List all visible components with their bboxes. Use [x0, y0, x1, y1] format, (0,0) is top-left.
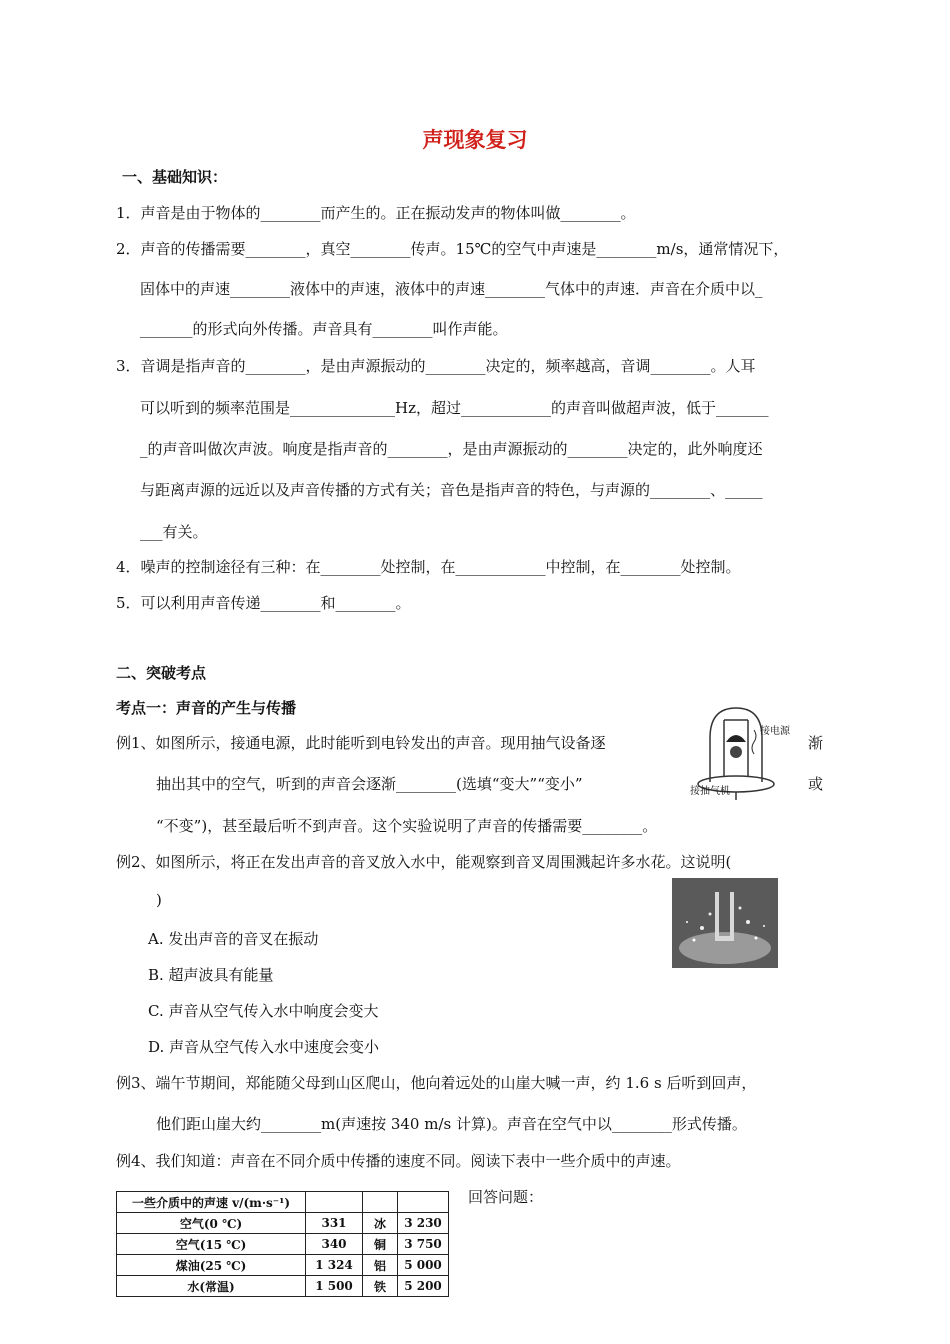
table-cell: 5 200 [398, 1276, 449, 1297]
table-cell: 空气(0 ℃) [117, 1213, 306, 1234]
ex1-line2: 抽出其中的空气，听到的声音会逐渐________(选填“变大”“变小” [156, 775, 583, 793]
section2-heading: 二、突破考点 [116, 664, 207, 682]
table-cell: 3 230 [398, 1213, 449, 1234]
table-row [117, 1276, 449, 1297]
table-row [117, 1255, 449, 1276]
ex3-line2: 他们距山崖大约________m(声速按 340 m/s 计算)。声音在空气中以________形式传播。 [156, 1115, 747, 1133]
ex2-option-a: A. 发出声音的音叉在振动 [148, 930, 319, 948]
table-header-row [117, 1192, 449, 1213]
table-cell: 水(常温) [117, 1276, 306, 1297]
bell-jar-figure [688, 700, 798, 800]
table-cell: 铁 [363, 1276, 398, 1297]
q3-line2: 可以听到的频率范围是______________Hz，超过____________的声音叫做超声波，低于_______ [140, 399, 769, 417]
q3-line3: _的声音叫做次声波。响度是指声音的________，是由声源振动的________决定的，此外响度还 [140, 440, 763, 458]
page-title: 声现象复习 [422, 127, 528, 152]
table-cell: 3 750 [398, 1234, 449, 1255]
pump-label: 接抽气机 [690, 786, 730, 797]
q3-line5: ___有关。 [140, 523, 208, 541]
table-cell: 340 [306, 1234, 363, 1255]
q2-line3: _______的形式向外传播。声音具有________叫作声能。 [140, 320, 508, 338]
table-cell: 煤油(25 ℃) [117, 1255, 306, 1276]
ex1-line2-end: 或 [808, 775, 824, 793]
table-cell: 空气(15 ℃) [117, 1234, 306, 1255]
ex2-option-d: D. 声音从空气传入水中速度会变小 [148, 1038, 380, 1056]
sound-speed-table [116, 1191, 449, 1297]
tuning-fork-photo [672, 878, 778, 968]
ex1-line1-end: 渐 [808, 734, 824, 752]
ex3-line1: 例3、端午节期间，郑能随父母到山区爬山，他向着远处的山崖大喊一声，约 1.6 s 后听到回声， [116, 1074, 757, 1092]
table-cell: 5 000 [398, 1255, 449, 1276]
kaodian1-heading: 考点一：声音的产生与传播 [116, 699, 297, 717]
q4-line: 4．噪声的控制途径有三种：在________处控制，在____________中控制，在________处控制。 [116, 558, 741, 576]
table-cell: 铝 [363, 1255, 398, 1276]
q3-line4: 与距离声源的远近以及声音传播的方式有关；音色是指声音的特色，与声源的________、_____ [140, 481, 763, 499]
table-header: 一些介质中的声速 v/(m·s⁻¹) [117, 1192, 306, 1213]
ex1-line1: 例1、如图所示，接通电源，此时能听到电铃发出的声音。现用抽气设备逐 [116, 734, 606, 752]
ex2-option-b: B. 超声波具有能量 [148, 966, 274, 984]
q2-line1: 2．声音的传播需要________，真空________传声。15℃的空气中声速是________m/s，通常情况下， [116, 240, 789, 258]
ex2-option-c: C. 声音从空气传入水中响度会变大 [148, 1002, 379, 1020]
tuning-fork-drawing [672, 878, 778, 968]
ex2-line1: 例2、如图所示，将正在发出声音的音叉放入水中，能观察到音叉周围溅起许多水花。这说明( [116, 853, 732, 871]
ex4-answer: 回答问题： [468, 1188, 544, 1206]
table-row [117, 1213, 449, 1234]
ex1-line3: “不变”)，甚至最后听不到声音。这个实验说明了声音的传播需要________。 [156, 817, 658, 835]
table-cell: 331 [306, 1213, 363, 1234]
table-cell: 铜 [363, 1234, 398, 1255]
q1-line: 1．声音是由于物体的________而产生的。正在振动发声的物体叫做________。 [116, 204, 636, 222]
table-cell: 1 324 [306, 1255, 363, 1276]
table-cell: 冰 [363, 1213, 398, 1234]
ex2-line2: ) [156, 891, 162, 909]
table-cell: 1 500 [306, 1276, 363, 1297]
q5-line: 5．可以利用声音传递________和________。 [116, 594, 411, 612]
section1-heading: 一、基础知识： [122, 168, 228, 186]
q3-line1: 3．音调是指声音的________，是由声源振动的________决定的，频率越高，音调________。人耳 [116, 357, 756, 375]
q2-line2: 固体中的声速________液体中的声速，液体中的声速________气体中的声速．声音在介质中以_ [140, 280, 763, 298]
ex4-line1: 例4、我们知道：声音在不同介质中传播的速度不同。阅读下表中一些介质中的声速。 [116, 1152, 681, 1170]
power-label: 接电源 [760, 726, 790, 737]
table-row [117, 1234, 449, 1255]
